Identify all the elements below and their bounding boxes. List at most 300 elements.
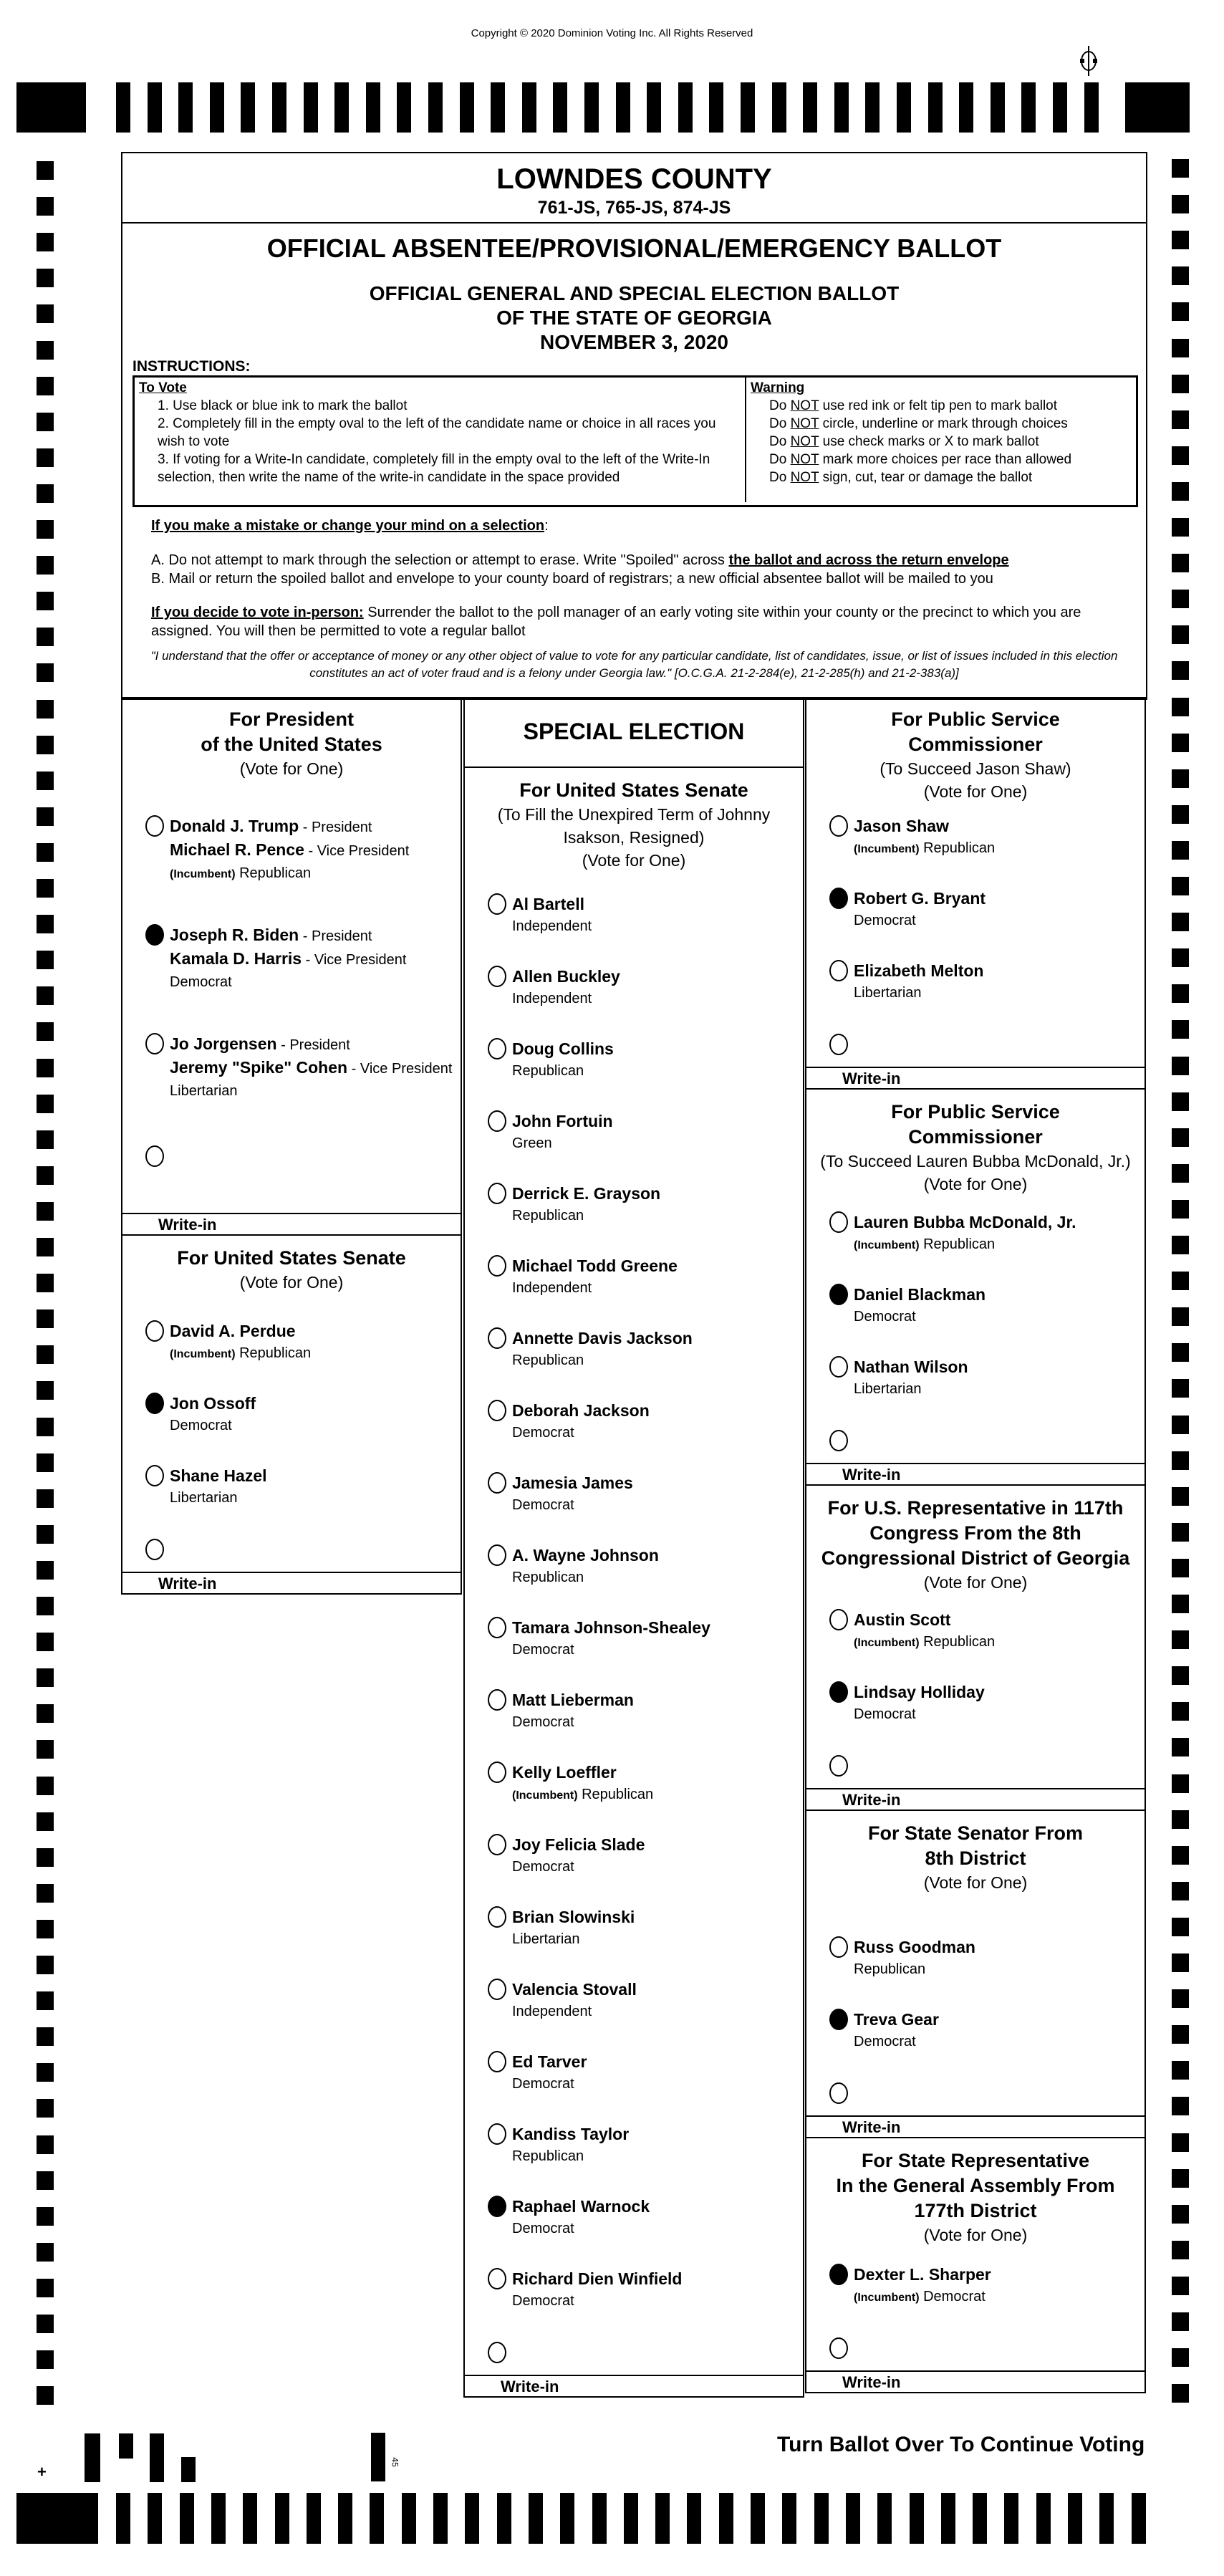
timing-mark xyxy=(37,2279,54,2297)
contest-instruction: (Vote for One) xyxy=(923,1873,1028,1892)
candidate-line xyxy=(854,815,995,837)
timing-mark xyxy=(428,82,443,133)
timing-mark xyxy=(1172,1487,1189,1506)
candidate-option[interactable] xyxy=(465,2188,803,2261)
timing-mark xyxy=(991,82,1005,133)
empty-oval-icon[interactable] xyxy=(829,1034,848,1055)
candidate-party: Republican xyxy=(239,1345,312,1361)
candidate-text xyxy=(854,1211,1076,1256)
ballot-header xyxy=(121,152,1147,700)
timing-mark xyxy=(1172,2348,1189,2367)
timing-mark xyxy=(37,1418,54,1436)
candidate-text xyxy=(512,1183,660,1227)
candidate-option[interactable] xyxy=(122,1385,461,1458)
warning-not: NOT xyxy=(790,452,819,467)
filled-oval-icon[interactable] xyxy=(488,2196,506,2217)
running-mate-line xyxy=(170,1057,452,1080)
timing-mark xyxy=(1172,2025,1189,2044)
write-in-label: Write-in xyxy=(806,2370,1145,2392)
candidate-option[interactable] xyxy=(122,1313,461,1385)
timing-mark xyxy=(1132,2493,1146,2544)
timing-mark xyxy=(1172,2205,1189,2224)
empty-oval-icon[interactable] xyxy=(488,1979,506,2000)
incumbent-label: (Incumbent) xyxy=(854,843,920,855)
empty-oval-icon[interactable] xyxy=(488,1038,506,1059)
empty-oval-icon[interactable] xyxy=(488,893,506,915)
empty-oval-icon[interactable] xyxy=(145,1145,164,1167)
candidate-party: Independent xyxy=(512,1280,592,1296)
copyright-notice: Copyright © 2020 Dominion Voting Inc. All Rights Reserved xyxy=(471,27,753,39)
warning-not: NOT xyxy=(790,398,819,413)
timing-mark xyxy=(37,736,54,754)
empty-oval-icon[interactable] xyxy=(829,960,848,981)
candidate-party-line xyxy=(512,1350,693,1372)
warning-text: use check marks or X to mark ballot xyxy=(822,434,1039,449)
candidate-party-line xyxy=(512,1567,659,1589)
warning-do: Do xyxy=(769,398,787,413)
timing-mark xyxy=(1172,2097,1189,2115)
timing-mark xyxy=(616,82,630,133)
candidate-name: Jamesia James xyxy=(512,1474,633,1492)
candidate-option[interactable] xyxy=(465,2116,803,2188)
write-in-option[interactable] xyxy=(806,1746,1145,1788)
contest-header xyxy=(806,1486,1145,1602)
mistake-heading: If you make a mistake or change your mind on a selection: xyxy=(151,518,549,534)
candidate-party-line xyxy=(854,982,983,1004)
candidate-option[interactable] xyxy=(806,880,1145,953)
write-in-label: Write-in xyxy=(806,2115,1145,2137)
county-name: LOWNDES COUNTY xyxy=(496,163,772,195)
candidate-option[interactable] xyxy=(465,958,803,1031)
empty-oval-icon[interactable] xyxy=(488,1400,506,1421)
candidate-option[interactable] xyxy=(465,1827,803,1899)
candidate-option[interactable] xyxy=(122,917,461,1026)
timing-mark xyxy=(148,2493,162,2544)
candidate-text xyxy=(170,815,409,885)
contest-title: For United States Senate xyxy=(177,1247,406,1269)
empty-oval-icon[interactable] xyxy=(829,2082,848,2104)
write-in-label: Write-in xyxy=(465,2375,803,2396)
candidate-text xyxy=(512,1038,614,1082)
candidate-party-line xyxy=(854,2286,991,2309)
candidate-party: Democrat xyxy=(512,1859,574,1875)
filled-oval-icon[interactable] xyxy=(829,2264,848,2285)
timing-mark xyxy=(37,1920,54,1938)
candidate-option[interactable] xyxy=(806,1277,1145,1349)
candidate-line xyxy=(854,1284,986,1306)
candidate-option[interactable] xyxy=(122,1458,461,1530)
candidate-option[interactable] xyxy=(465,2044,803,2116)
candidate-name: Jason Shaw xyxy=(854,817,949,835)
candidate-option[interactable] xyxy=(465,1610,803,1682)
candidate-option[interactable] xyxy=(465,1031,803,1103)
candidate-line xyxy=(512,1472,633,1494)
timing-mark xyxy=(1172,1702,1189,1721)
timing-mark xyxy=(1099,2493,1114,2544)
empty-oval-icon[interactable] xyxy=(145,1320,164,1342)
candidate-option[interactable] xyxy=(465,1465,803,1537)
timing-mark xyxy=(178,82,193,133)
candidate-name: Kelly Loeffler xyxy=(512,1763,617,1782)
timing-mark xyxy=(1172,195,1189,213)
candidate-option[interactable] xyxy=(806,1674,1145,1746)
candidate-party: Libertarian xyxy=(854,1381,922,1397)
empty-oval-icon[interactable] xyxy=(829,1609,848,1630)
candidate-name: Matt Lieberman xyxy=(512,1691,634,1709)
special-election-heading: SPECIAL ELECTION xyxy=(465,697,803,768)
timing-mark xyxy=(37,413,54,431)
filled-oval-icon[interactable] xyxy=(829,1284,848,1305)
empty-oval-icon[interactable] xyxy=(488,1762,506,1783)
empty-oval-icon[interactable] xyxy=(488,1110,506,1132)
candidate-party-line xyxy=(512,1856,645,1878)
timing-mark xyxy=(1172,1164,1189,1183)
candidate-line xyxy=(854,888,986,910)
contest-title: of the United States xyxy=(201,734,382,755)
timing-mark xyxy=(37,1130,54,1149)
candidate-role: - President xyxy=(299,928,372,944)
timing-mark xyxy=(116,82,130,133)
candidate-text xyxy=(512,1834,645,1878)
candidate-option[interactable] xyxy=(806,2001,1145,2074)
timing-mark xyxy=(1172,302,1189,321)
timing-mark xyxy=(37,1059,54,1077)
write-in-option[interactable] xyxy=(122,1135,461,1213)
candidate-option[interactable] xyxy=(122,808,461,917)
candidate-option[interactable] xyxy=(806,953,1145,1025)
timing-mark xyxy=(37,592,54,610)
timing-mark xyxy=(1172,1128,1189,1147)
warning-text: use red ink or felt tip pen to mark ballot xyxy=(822,398,1058,413)
timing-mark xyxy=(366,82,380,133)
warning-text: sign, cut, tear or damage the ballot xyxy=(822,470,1033,485)
candidate-option[interactable] xyxy=(806,2257,1145,2329)
timing-mark xyxy=(37,772,54,790)
candidate-text xyxy=(854,1681,985,1726)
timing-mark xyxy=(272,82,286,133)
empty-oval-icon[interactable] xyxy=(488,2123,506,2145)
sheet-code: 45 xyxy=(390,2457,400,2467)
empty-oval-icon[interactable] xyxy=(829,2337,848,2359)
timing-mark xyxy=(1172,841,1189,860)
candidate-name: Dexter L. Sharper xyxy=(854,2265,991,2284)
timing-mark xyxy=(1172,518,1189,537)
candidate-option[interactable] xyxy=(806,1204,1145,1277)
timing-mark xyxy=(397,82,411,133)
precinct-codes: 761-JS, 765-JS, 874-JS xyxy=(537,198,731,218)
mistake-step-a xyxy=(151,551,1125,569)
candidate-party: Democrat xyxy=(512,2293,574,2309)
candidate-line xyxy=(170,1393,256,1415)
candidate-party: Democrat xyxy=(512,1497,574,1513)
timing-mark xyxy=(1172,1738,1189,1756)
timing-mark xyxy=(1172,2169,1189,2188)
candidate-name: Valencia Stovall xyxy=(512,1980,637,1999)
timing-mark xyxy=(491,82,505,133)
empty-oval-icon[interactable] xyxy=(488,1544,506,1566)
contest-psc-mcdonald xyxy=(806,1090,1145,1486)
candidate-text xyxy=(512,1255,678,1299)
candidate-party-line xyxy=(854,1959,975,1981)
candidate-text xyxy=(512,966,620,1010)
timing-mark xyxy=(1172,1595,1189,1613)
contest-header xyxy=(465,768,803,886)
candidate-option[interactable] xyxy=(806,808,1145,880)
running-mate-name: Michael R. Pence xyxy=(170,840,304,859)
candidate-text xyxy=(512,1472,633,1517)
timing-mark xyxy=(1084,82,1099,133)
empty-oval-icon[interactable] xyxy=(488,2051,506,2072)
empty-oval-icon[interactable] xyxy=(829,1356,848,1378)
contest-header xyxy=(806,1090,1145,1204)
empty-oval-icon[interactable] xyxy=(488,1472,506,1494)
timing-mark xyxy=(973,2493,987,2544)
contest-header xyxy=(806,1811,1145,1929)
candidate-party-line xyxy=(512,2290,682,2312)
empty-oval-icon[interactable] xyxy=(829,1430,848,1451)
candidate-party: Independent xyxy=(512,991,592,1006)
candidate-name: Tamara Johnson-Shealey xyxy=(512,1618,710,1637)
empty-oval-icon[interactable] xyxy=(488,1255,506,1277)
candidate-line xyxy=(854,1936,975,1959)
contest-title: For Public Service xyxy=(891,1101,1060,1123)
timing-mark xyxy=(1172,698,1189,716)
timing-mark xyxy=(741,82,755,133)
timing-mark xyxy=(37,1309,54,1328)
empty-oval-icon[interactable] xyxy=(488,966,506,987)
candidate-role: - President xyxy=(299,820,372,835)
candidate-party-line xyxy=(854,910,986,932)
write-in-option[interactable] xyxy=(465,2333,803,2375)
timing-mark xyxy=(1172,2384,1189,2403)
candidate-option[interactable] xyxy=(122,1026,461,1135)
warning-text: mark more choices per race than allowed xyxy=(822,452,1072,467)
candidate-line xyxy=(512,893,592,915)
timing-mark xyxy=(1172,1451,1189,1470)
candidate-name: Jon Ossoff xyxy=(170,1394,256,1413)
timing-mark xyxy=(1172,1953,1189,1972)
candidate-party: Democrat xyxy=(170,974,232,990)
candidate-name: Austin Scott xyxy=(854,1610,951,1629)
candidate-option[interactable] xyxy=(465,886,803,958)
timing-mark xyxy=(1172,482,1189,501)
timing-mark xyxy=(465,2493,479,2544)
candidate-option[interactable] xyxy=(465,1754,803,1827)
contest-us-senate-special xyxy=(465,768,803,2398)
candidate-line xyxy=(512,1038,614,1060)
empty-oval-icon[interactable] xyxy=(488,2268,506,2289)
timing-mark xyxy=(37,1812,54,1831)
write-in-option[interactable] xyxy=(806,2329,1145,2370)
empty-oval-icon[interactable] xyxy=(829,1755,848,1777)
instructions-label: INSTRUCTIONS: xyxy=(132,358,251,375)
candidate-party: Green xyxy=(512,1135,552,1151)
timing-mark xyxy=(37,233,54,251)
candidate-text xyxy=(170,1320,311,1365)
write-in-option[interactable] xyxy=(806,2074,1145,2115)
contest-title: Commissioner xyxy=(908,734,1043,755)
mistake-a-underlined: the ballot and across the return envelope xyxy=(728,552,1009,568)
candidate-text xyxy=(512,1689,634,1734)
write-in-option[interactable] xyxy=(122,1530,461,1572)
empty-oval-icon[interactable] xyxy=(488,1906,506,1928)
candidate-party: Republican xyxy=(512,1570,584,1585)
candidate-line xyxy=(512,1979,637,2001)
timing-mark xyxy=(1172,339,1189,357)
timing-mark xyxy=(1172,1200,1189,1219)
candidate-line xyxy=(512,2196,650,2218)
timing-mark xyxy=(1172,2277,1189,2295)
empty-oval-icon[interactable] xyxy=(488,2342,506,2363)
timing-mark xyxy=(37,377,54,395)
timing-mark xyxy=(37,2099,54,2118)
timing-mark xyxy=(37,1848,54,1867)
timing-mark xyxy=(1172,1057,1189,1075)
empty-oval-icon[interactable] xyxy=(488,1327,506,1349)
empty-oval-icon[interactable] xyxy=(145,815,164,837)
timing-mark xyxy=(37,1345,54,1364)
candidate-option[interactable] xyxy=(465,2261,803,2333)
filled-oval-icon[interactable] xyxy=(829,888,848,909)
candidate-party-line xyxy=(854,837,995,860)
filled-oval-icon[interactable] xyxy=(145,924,164,946)
candidate-party-line xyxy=(512,1133,613,1155)
timing-mark xyxy=(37,2243,54,2262)
candidate-name: Joseph R. Biden xyxy=(170,926,299,944)
timing-mark xyxy=(814,2493,829,2544)
write-in-label: Write-in xyxy=(806,1463,1145,1484)
candidate-party: Democrat xyxy=(854,2034,916,2049)
timing-mark xyxy=(834,82,849,133)
candidate-option[interactable] xyxy=(465,1682,803,1754)
timing-mark xyxy=(307,2493,321,2544)
candidate-text xyxy=(854,1936,975,1981)
candidate-text xyxy=(512,1327,693,1372)
candidate-text xyxy=(512,893,592,938)
candidate-party: Libertarian xyxy=(512,1931,580,1947)
timing-mark xyxy=(210,82,224,133)
empty-oval-icon[interactable] xyxy=(488,1617,506,1638)
candidate-option[interactable] xyxy=(465,1899,803,1971)
timing-mark xyxy=(1172,375,1189,393)
timing-mark xyxy=(1172,984,1189,1003)
candidate-text xyxy=(854,2264,991,2309)
candidate-option[interactable] xyxy=(806,1349,1145,1421)
timing-mark xyxy=(1068,2493,1082,2544)
candidate-text xyxy=(170,1465,267,1509)
candidate-text xyxy=(854,2009,939,2053)
candidate-option[interactable] xyxy=(806,1929,1145,2001)
timing-mark xyxy=(116,2493,130,2544)
candidate-text xyxy=(170,1393,256,1437)
write-in-option[interactable] xyxy=(806,1421,1145,1463)
contest-us-senate xyxy=(122,1236,461,1595)
timing-mark xyxy=(148,82,162,133)
empty-oval-icon[interactable] xyxy=(488,1834,506,1855)
empty-oval-icon[interactable] xyxy=(145,1539,164,1560)
empty-oval-icon[interactable] xyxy=(488,1183,506,1204)
running-mate-role: - Vice President xyxy=(304,843,410,859)
candidate-party-line xyxy=(170,1487,267,1509)
candidate-line xyxy=(854,960,983,982)
write-in-option[interactable] xyxy=(806,1025,1145,1067)
filled-oval-icon[interactable] xyxy=(829,2009,848,2030)
candidate-party-line xyxy=(512,1205,660,1227)
timing-mark xyxy=(241,82,255,133)
empty-oval-icon[interactable] xyxy=(145,1033,164,1054)
candidate-text xyxy=(512,1544,659,1589)
timing-mark xyxy=(37,1704,54,1723)
candidate-party-line xyxy=(512,1422,650,1444)
candidate-option[interactable] xyxy=(465,1320,803,1393)
candidate-text xyxy=(512,2123,629,2168)
candidate-party-line xyxy=(854,1631,995,1654)
candidate-option[interactable] xyxy=(465,1393,803,1465)
contest-president xyxy=(122,697,461,1236)
timing-mark xyxy=(37,986,54,1005)
candidate-text xyxy=(512,1906,635,1951)
contest-us-rep-8 xyxy=(806,1486,1145,1811)
candidate-text xyxy=(854,1609,995,1654)
timing-mark xyxy=(334,82,349,133)
candidate-party-line xyxy=(170,971,406,994)
timing-mark xyxy=(37,520,54,539)
candidate-role: - President xyxy=(276,1037,350,1053)
timing-mark xyxy=(553,82,567,133)
contest-header xyxy=(806,2138,1145,2257)
candidate-party: Republican xyxy=(582,1787,654,1802)
empty-oval-icon[interactable] xyxy=(145,1465,164,1486)
candidate-party-line xyxy=(170,1415,256,1437)
timing-mark xyxy=(37,843,54,862)
candidate-line xyxy=(512,1183,660,1205)
candidate-option[interactable] xyxy=(806,1602,1145,1674)
timing-mark xyxy=(772,82,786,133)
timing-mark xyxy=(1172,1774,1189,1793)
timing-mark xyxy=(37,1238,54,1256)
empty-oval-icon[interactable] xyxy=(829,815,848,837)
timing-mark xyxy=(529,2493,543,2544)
warning-text: circle, underline or mark through choices xyxy=(822,416,1068,431)
timing-mark xyxy=(37,1668,54,1687)
empty-oval-icon[interactable] xyxy=(829,1936,848,1958)
candidate-option[interactable] xyxy=(465,1537,803,1610)
running-mate-name: Jeremy "Spike" Cohen xyxy=(170,1058,348,1077)
candidate-line xyxy=(512,2268,682,2290)
candidate-option[interactable] xyxy=(465,1248,803,1320)
empty-oval-icon[interactable] xyxy=(488,1689,506,1711)
warning-not: NOT xyxy=(790,470,819,485)
filled-oval-icon[interactable] xyxy=(829,1681,848,1703)
candidate-name: Michael Todd Greene xyxy=(512,1256,678,1275)
candidate-name: David A. Perdue xyxy=(170,1322,296,1340)
timing-mark xyxy=(1172,805,1189,824)
warning-item xyxy=(751,433,1137,451)
candidate-party-line xyxy=(512,1784,653,1807)
candidate-option[interactable] xyxy=(465,1103,803,1176)
candidate-option[interactable] xyxy=(465,1971,803,2044)
filled-oval-icon[interactable] xyxy=(145,1393,164,1414)
candidate-party: Democrat xyxy=(512,2076,574,2092)
timing-mark xyxy=(37,2315,54,2333)
timing-mark xyxy=(1172,446,1189,465)
candidate-option[interactable] xyxy=(465,1176,803,1248)
timing-mark xyxy=(37,1633,54,1651)
timing-mark xyxy=(910,2493,924,2544)
empty-oval-icon[interactable] xyxy=(829,1211,848,1233)
timing-mark xyxy=(1172,1092,1189,1111)
timing-mark xyxy=(37,304,54,323)
